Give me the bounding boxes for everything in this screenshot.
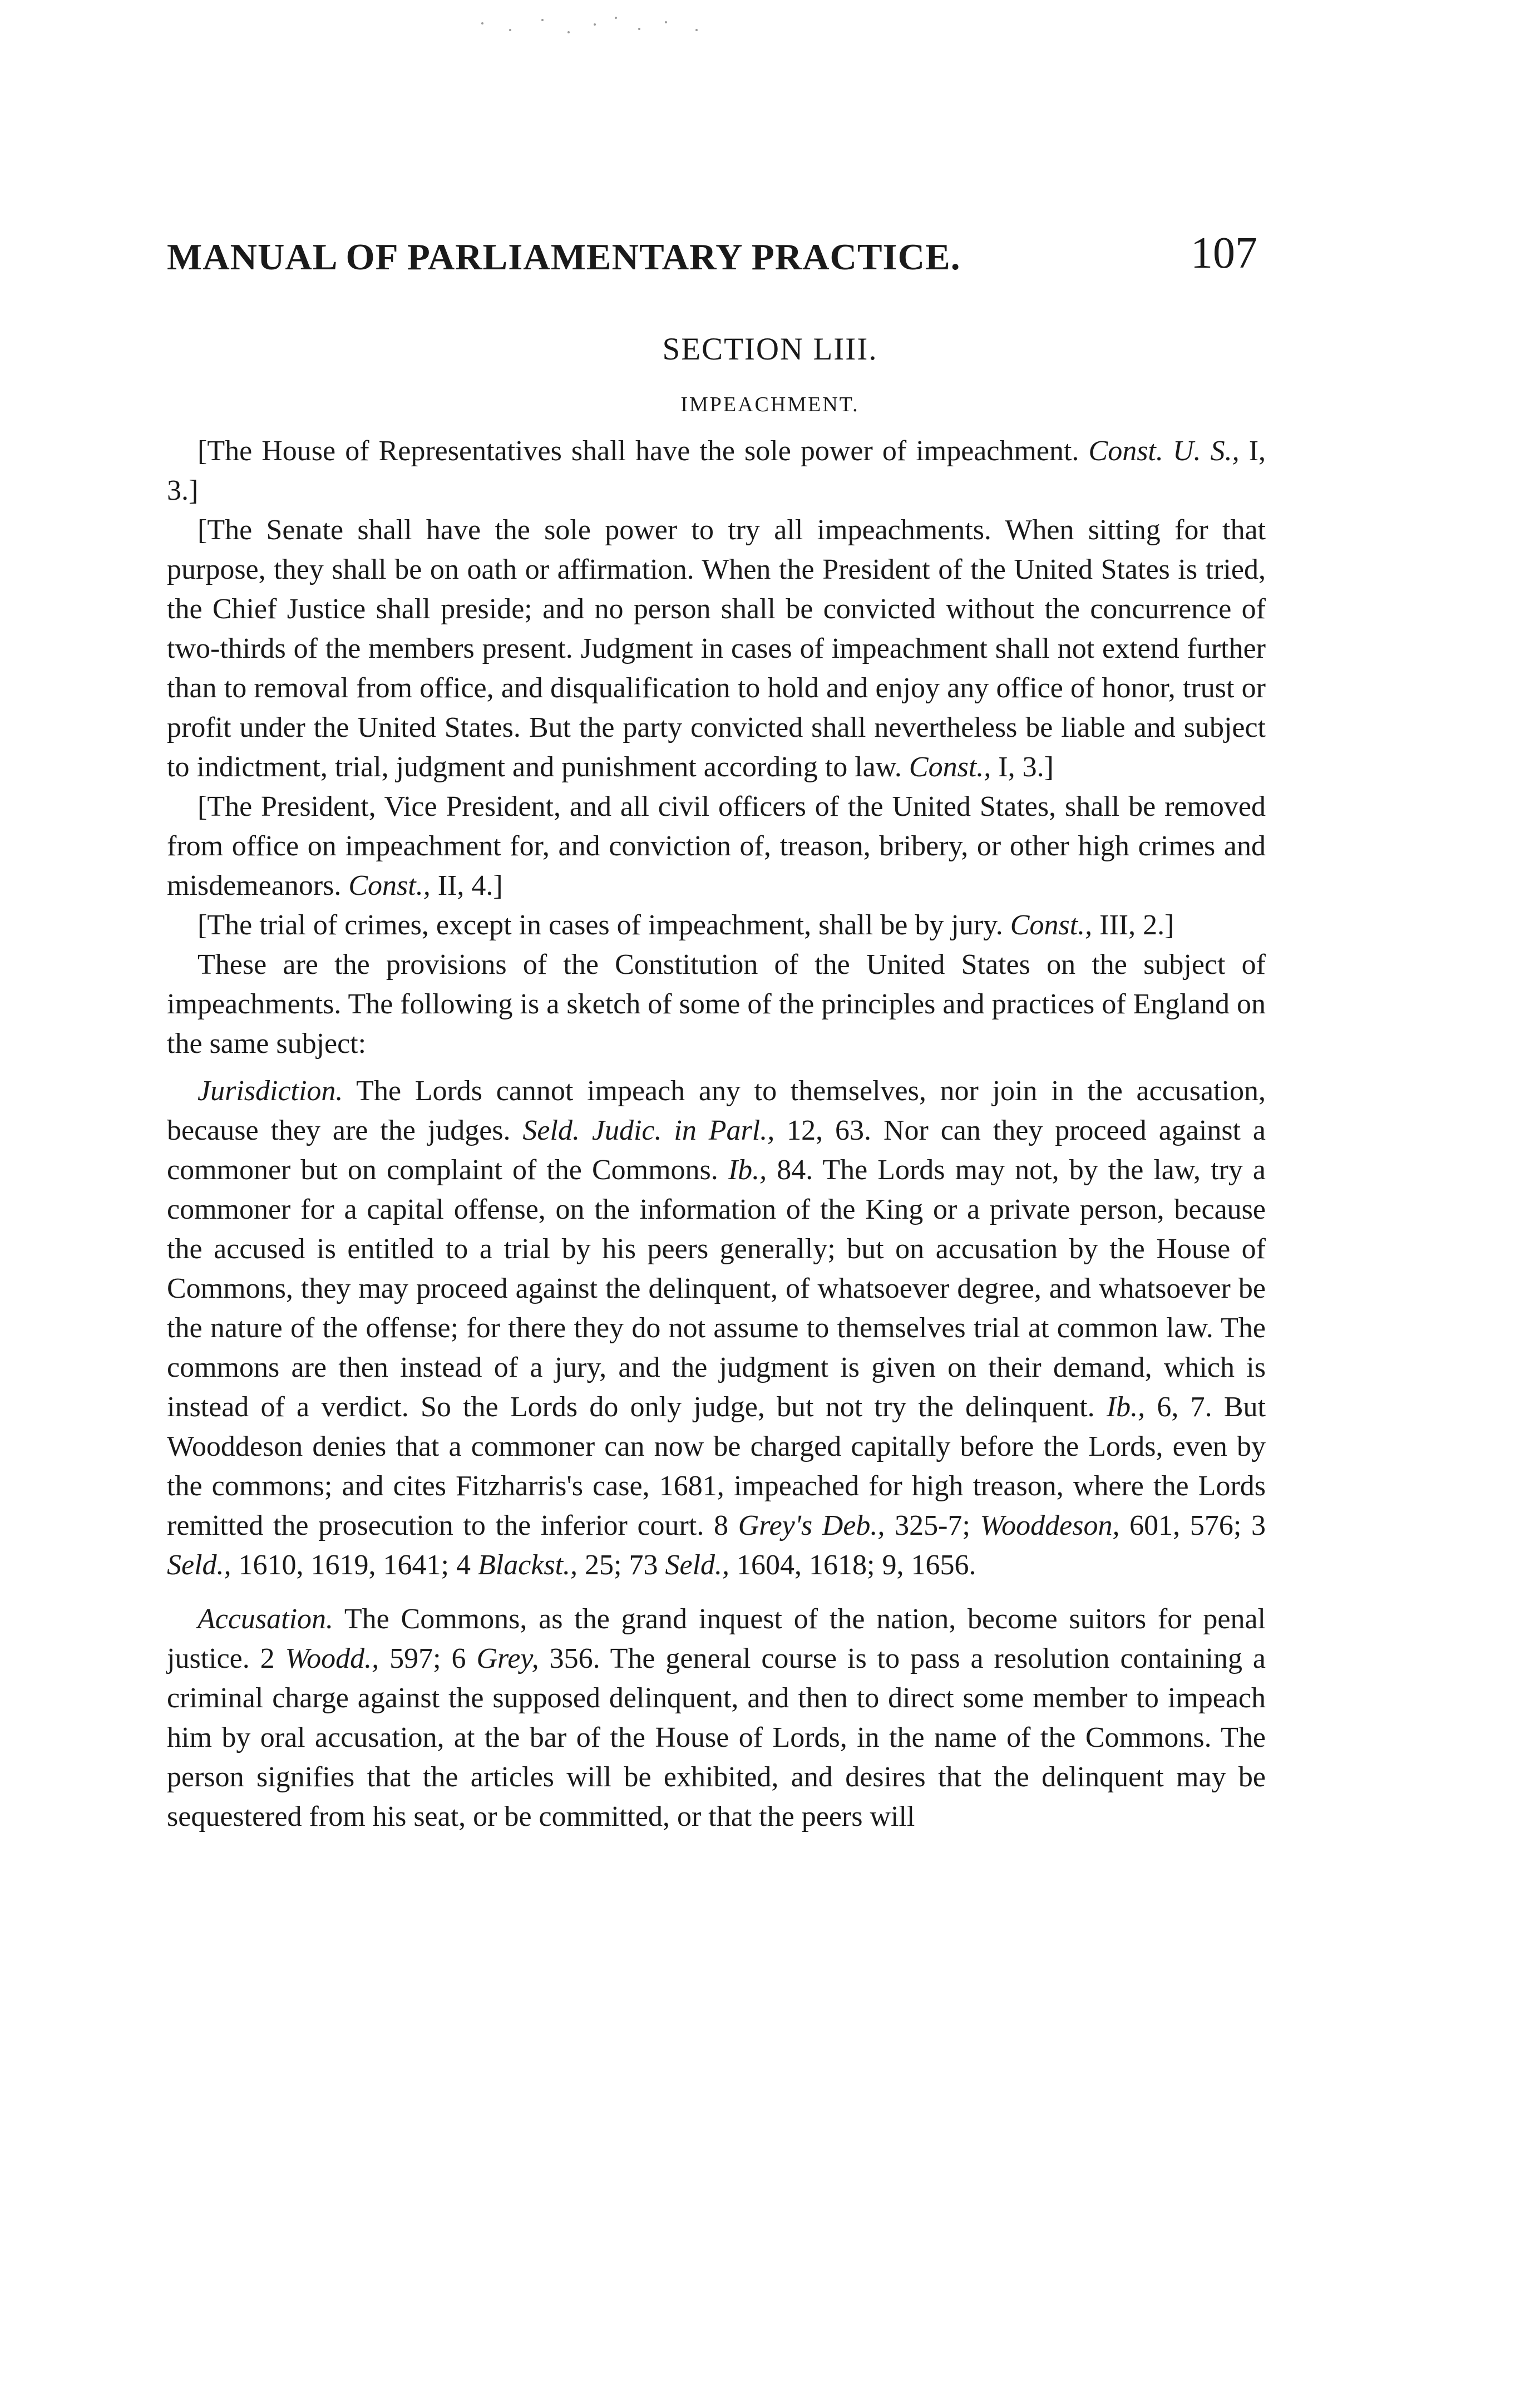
paragraph-house-impeachment: [The House of Representatives shall have the sole power of impeachment. Const. U. S., I, 3.] [167, 435, 1266, 506]
citation: Ib., [728, 1154, 767, 1186]
section-subtitle: IMPEACHMENT. [680, 393, 860, 416]
paragraph-accusation: Accusation. The Commons, as the grand inquest of the nation, become suitors for penal justice. 2 Woodd., 597; 6 Grey, 356. The general course is to pass a resolution containing a criminal charge against the supposed delinquent, and then to direct some member to impeach him by oral accusation, at the bar of the House of Lords, in the name of the Commons. The person signifies that the articles will be exhibited, and desires that the delinquent may be sequestered from his seat, or be committed, or that the peers will [167, 1603, 1266, 1832]
running-head [167, 228, 1257, 284]
citation: Blackst., [477, 1549, 578, 1581]
citation: Const., [909, 751, 991, 783]
citation: Const., [348, 870, 431, 902]
citation: Seld., [665, 1549, 730, 1581]
paragraph-removal-from-office: [The President, Vice President, and all civil officers of the United States, shall be removed from office on impeachment for, and conviction of, treason, bribery, or other high crimes and misdemeanors. Const., II, 4.] [167, 791, 1266, 902]
page-number: 107 [1191, 229, 1257, 278]
paragraph-senate-trial: [The Senate shall have the sole power to try all impeachments. When sitting for that purpose, they shall be on oath or affirmation. When the President of the United States is tried, the Chief Justice shall preside; and no person shall be convicted without the concurrence of two-thirds of the members present. Judgment in cases of impeachment shall not extend further than to removal from office, and disqualification to hold and enjoy any office of honor, trust or profit under the United States. But the party convicted shall nevertheless be liable and subject to indictment, trial, judgment and punishment according to law. Const., I, 3.] [167, 514, 1266, 783]
citation: Seld. Judic. in Parl., [522, 1115, 775, 1146]
paragraph-jurisdiction: Jurisdiction. The Lords cannot impeach any to themselves, nor join in the accusation, because they are the judges. Seld. Judic. in Parl., 12, 63. Nor can they proceed against a commoner but on complaint of the Commons. Ib., 84. The Lords may not, by the law, try a commoner for a capital offense, on the information of the King or a private person, because the accused is entitled to a trial by his peers generally; but on accusation by the House of Commons, they may proceed against the delinquent, of whatsoever degree, and whatsoever be the nature of the offense; for there they do not assume to themselves trial at common law. The commons are then instead of a jury, and the judgment is given on their demand, which is instead of a verdict. So the Lords do only judge, but not try the delinquent. Ib., 6, 7. But Wooddeson denies that a commoner can now be charged capitally before the Lords, even by the commons; and cites Fitzharris's case, 1681, impeached for high treason, where the Lords remitted the prosecution to the inferior court. 8 Grey's Deb., 325-7; Wooddeson, 601, 576; 3 Seld., 1610, 1619, 1641; 4 Blackst., 25; 73 Seld., 1604, 1618; 9, 1656. [167, 1075, 1266, 1581]
citation: Woodd., [285, 1643, 379, 1674]
scan-specks [476, 12, 709, 40]
section-title: SECTION LIII. [662, 332, 878, 367]
body-text [167, 431, 1266, 1836]
citation: Grey's Deb., [738, 1510, 885, 1541]
citation: Const., [1010, 909, 1093, 941]
citation: Const. U. S., [1088, 435, 1240, 467]
paragraph-lead: Accusation. [198, 1603, 334, 1635]
citation: Wooddeson, [980, 1510, 1120, 1541]
paragraph-lead: Jurisdiction. [198, 1075, 343, 1107]
citation: Seld., [167, 1549, 231, 1581]
paragraph-trial-by-jury: [The trial of crimes, except in cases of impeachment, shall be by jury. Const., III, 2.] [198, 909, 1174, 941]
paragraph-england-sketch: These are the provisions of the Constitution of the United States on the subject of impeachments. The following is a sketch of some of the principles and practices of England on the same subject: [167, 949, 1266, 1060]
citation: Ib., [1106, 1391, 1146, 1423]
citation: Grey, [476, 1643, 539, 1674]
running-title: MANUAL OF PARLIAMENTARY PRACTICE. [167, 237, 961, 278]
